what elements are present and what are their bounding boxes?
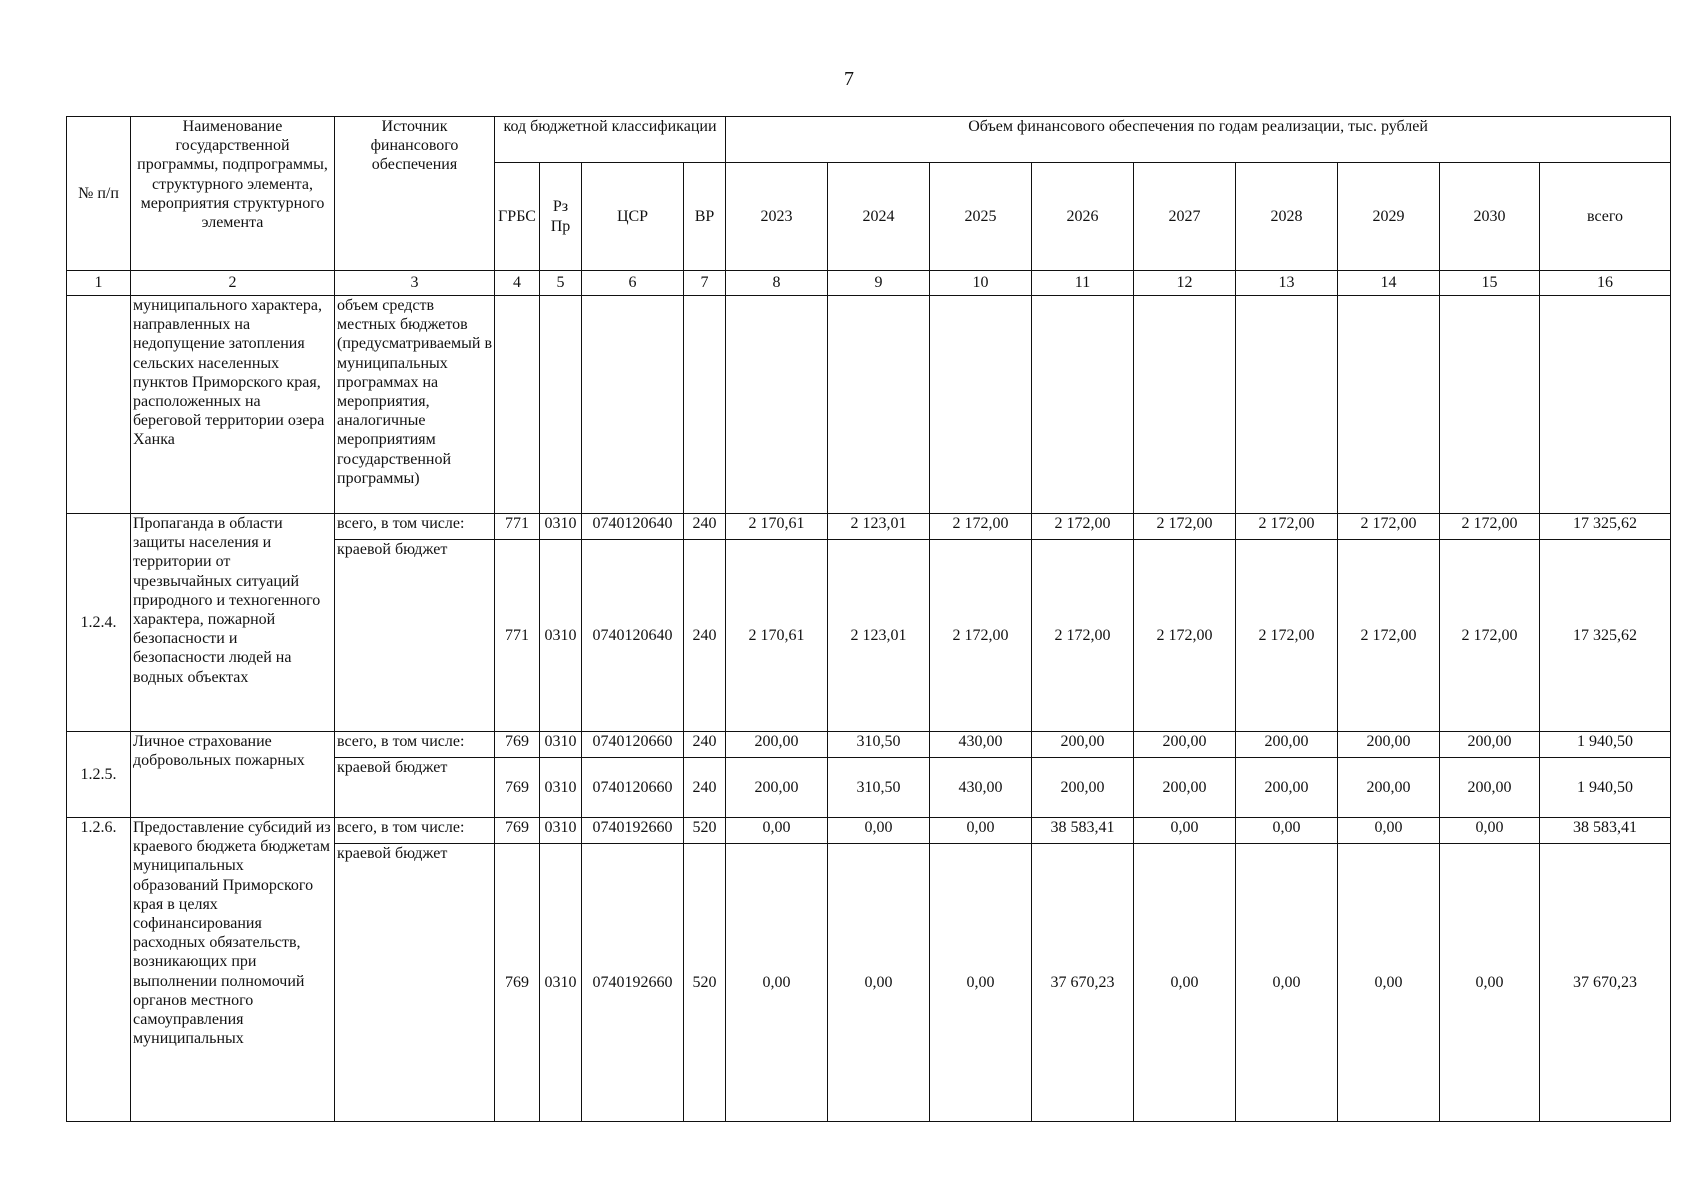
header-code-group: код бюджетной классификации: [495, 117, 726, 163]
cell-csr: 0740120660: [582, 732, 684, 758]
cell-value: 0,00: [726, 818, 828, 844]
cell-value: 2 172,00: [1032, 514, 1134, 540]
table-row: [67, 818, 1671, 844]
cell-value: 0,00: [930, 844, 1032, 1122]
cell-value: 2 172,00: [1134, 514, 1236, 540]
cell-value: 200,00: [1440, 758, 1540, 818]
cell-value: 200,00: [1134, 758, 1236, 818]
row-source: объем средств местных бюджетов (предусматриваемый в муниципальных программах на мероприятия, аналогичные мероприятиям государственной программы): [335, 296, 495, 514]
cell-value: 2 172,00: [1440, 540, 1540, 732]
row-no: 1.2.5.: [67, 732, 131, 818]
header-year: 2029: [1338, 163, 1440, 271]
header-year: 2024: [828, 163, 930, 271]
cell-grbs: 769: [495, 818, 540, 844]
header-vr: ВР: [684, 163, 726, 271]
cell-rzpr: 0310: [540, 732, 582, 758]
column-number: 12: [1134, 271, 1236, 296]
cell-value: 0,00: [828, 844, 930, 1122]
cell-value: 430,00: [930, 758, 1032, 818]
cell-csr: 0740120640: [582, 514, 684, 540]
cell-value: 200,00: [1338, 758, 1440, 818]
cell-total: 38 583,41: [1540, 818, 1671, 844]
column-number: 16: [1540, 271, 1671, 296]
column-number: 14: [1338, 271, 1440, 296]
cell-value: 200,00: [1338, 732, 1440, 758]
row-source: всего, в том числе:: [335, 818, 495, 844]
column-number: 4: [495, 271, 540, 296]
header-year: 2025: [930, 163, 1032, 271]
cell-vr: 240: [684, 514, 726, 540]
row-no: 1.2.4.: [67, 514, 131, 732]
cell-grbs: 771: [495, 514, 540, 540]
column-number: 13: [1236, 271, 1338, 296]
cell-value: 200,00: [726, 758, 828, 818]
row-name: Предоставление субсидий из краевого бюджета бюджетам муниципальных образований Приморского края в целях софинансирования расходных обязательств, возникающих при выполнении полномочий органов местного самоуправления муниципальных: [131, 818, 335, 1122]
row-source: краевой бюджет: [335, 758, 495, 818]
row-source: всего, в том числе:: [335, 732, 495, 758]
cell-value: 2 172,00: [1338, 540, 1440, 732]
column-number: 10: [930, 271, 1032, 296]
header-csr: ЦСР: [582, 163, 684, 271]
cell-rzpr: 0310: [540, 540, 582, 732]
cell-rzpr: 0310: [540, 818, 582, 844]
cell-value: 0,00: [1338, 844, 1440, 1122]
row-source: всего, в том числе:: [335, 514, 495, 540]
header-grbs: ГРБС: [495, 163, 540, 271]
cell-value: 37 670,23: [1032, 844, 1134, 1122]
cell-value: 0,00: [1338, 818, 1440, 844]
cell-value: 0,00: [1236, 818, 1338, 844]
cell-value: 0,00: [1236, 844, 1338, 1122]
cell-grbs: 769: [495, 758, 540, 818]
cell-value: 310,50: [828, 732, 930, 758]
cell-value: 0,00: [1440, 818, 1540, 844]
cell-value: 430,00: [930, 732, 1032, 758]
header-year: 2023: [726, 163, 828, 271]
cell-value: 0,00: [828, 818, 930, 844]
budget-table: [66, 116, 1671, 1122]
cell-vr: 240: [684, 758, 726, 818]
column-number: 5: [540, 271, 582, 296]
cell-total: 1 940,50: [1540, 732, 1671, 758]
cell-csr: 0740192660: [582, 818, 684, 844]
column-number: 11: [1032, 271, 1134, 296]
cell-vr: 240: [684, 732, 726, 758]
cell-value: 0,00: [1134, 844, 1236, 1122]
cell-rzpr: 0310: [540, 514, 582, 540]
cell-value: 2 123,01: [828, 540, 930, 732]
column-number: 7: [684, 271, 726, 296]
cell-grbs: 771: [495, 540, 540, 732]
cell-value: 2 172,00: [930, 514, 1032, 540]
cell-value: 38 583,41: [1032, 818, 1134, 844]
cell-vr: 520: [684, 818, 726, 844]
cell-grbs: 769: [495, 844, 540, 1122]
cell-value: 200,00: [1032, 758, 1134, 818]
header-name: Наименование государственной программы, подпрограммы, структурного элемента, мероприятия структурного элемента: [131, 117, 335, 271]
cell-vr: 240: [684, 540, 726, 732]
cell-value: 0,00: [1134, 818, 1236, 844]
cell-value: 2 172,00: [1032, 540, 1134, 732]
cell-total: 17 325,62: [1540, 514, 1671, 540]
column-number: 8: [726, 271, 828, 296]
cell-total: 1 940,50: [1540, 758, 1671, 818]
cell-value: 2 172,00: [1236, 540, 1338, 732]
row-no: 1.2.6.: [67, 818, 131, 1122]
row-name: муниципального характера, направленных на недопущение затопления сельских населенных пунктов Приморского края, расположенных на береговой территории озера Ханка: [131, 296, 335, 514]
header-year: 2026: [1032, 163, 1134, 271]
cell-grbs: 769: [495, 732, 540, 758]
row-source: краевой бюджет: [335, 844, 495, 1122]
cell-value: 2 172,00: [1440, 514, 1540, 540]
continuation-row: [67, 296, 1671, 514]
header-year: 2027: [1134, 163, 1236, 271]
cell-value: 200,00: [1134, 732, 1236, 758]
column-number-row: [67, 271, 1671, 296]
header-total: всего: [1540, 163, 1671, 271]
cell-value: 0,00: [726, 844, 828, 1122]
column-number: 6: [582, 271, 684, 296]
cell-csr: 0740120640: [582, 540, 684, 732]
header-year: 2028: [1236, 163, 1338, 271]
column-number: 2: [131, 271, 335, 296]
header-row-1: [67, 117, 1671, 163]
cell-value: 2 172,00: [1338, 514, 1440, 540]
cell-value: 2 170,61: [726, 540, 828, 732]
header-no: № п/п: [67, 117, 131, 271]
row-name: Личное страхование добровольных пожарных: [131, 732, 335, 818]
cell-value: 200,00: [1236, 732, 1338, 758]
cell-rzpr: 0310: [540, 758, 582, 818]
cell-value: 2 123,01: [828, 514, 930, 540]
header-volume-group: Объем финансового обеспечения по годам реализации, тыс. рублей: [726, 117, 1671, 163]
header-rzpr: Рз Пр: [540, 163, 582, 271]
cell-value: 310,50: [828, 758, 930, 818]
cell-rzpr: 0310: [540, 844, 582, 1122]
column-number: 15: [1440, 271, 1540, 296]
cell-value: 2 172,00: [1134, 540, 1236, 732]
cell-value: 200,00: [726, 732, 828, 758]
header-source: Источник финансового обеспечения: [335, 117, 495, 271]
table-row: [67, 732, 1671, 758]
cell-total: 17 325,62: [1540, 540, 1671, 732]
row-name: Пропаганда в области защиты населения и территории от чрезвычайных ситуаций природного и техногенного характера, пожарной безопасности и безопасности людей на водных объектах: [131, 514, 335, 732]
cell-value: 2 172,00: [1236, 514, 1338, 540]
cell-value: 2 172,00: [930, 540, 1032, 732]
row-no: [67, 296, 131, 514]
cell-csr: 0740120660: [582, 758, 684, 818]
column-number: 9: [828, 271, 930, 296]
column-number: 3: [335, 271, 495, 296]
cell-value: 0,00: [1440, 844, 1540, 1122]
cell-value: 200,00: [1440, 732, 1540, 758]
cell-total: 37 670,23: [1540, 844, 1671, 1122]
cell-csr: 0740192660: [582, 844, 684, 1122]
cell-value: 200,00: [1032, 732, 1134, 758]
cell-vr: 520: [684, 844, 726, 1122]
page-number: 7: [844, 68, 854, 90]
table-row: [67, 514, 1671, 540]
cell-value: 200,00: [1236, 758, 1338, 818]
cell-value: 0,00: [930, 818, 1032, 844]
row-source: краевой бюджет: [335, 540, 495, 732]
column-number: 1: [67, 271, 131, 296]
header-year: 2030: [1440, 163, 1540, 271]
cell-value: 2 170,61: [726, 514, 828, 540]
